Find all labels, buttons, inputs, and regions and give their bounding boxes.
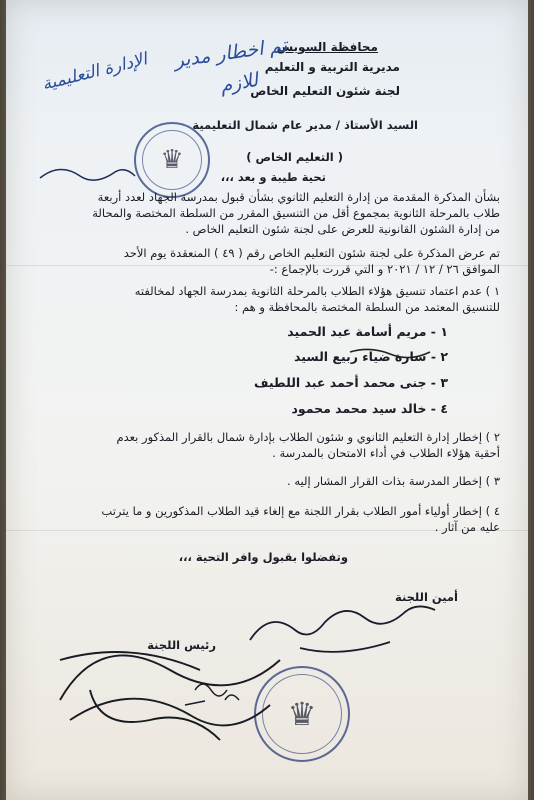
decision1-line1: ١ ) عدم اعتماد تنسيق هؤلاء الطلاب بالمرحلة الثانوية بمدرسة الجهاد لمخالفته [134, 284, 500, 298]
secretary-signature [250, 606, 435, 651]
para2-line2: الموافق ٢٦ / ١٢ / ٢٠٢١ و التي قررت بالإجماع :- [269, 262, 500, 276]
handwritten-note-line2: للازم [218, 68, 260, 98]
eagle-emblem-icon: ♛ [287, 695, 317, 733]
closing-line: وتفضلوا بقبول وافر التحية ،،، [178, 550, 348, 564]
handwritten-note-line3: الإدارة التعليمية [39, 49, 149, 95]
governorate-header: محافظة السويس [276, 40, 378, 54]
decision4-line1: ٤ ) إخطار أولياء أمور الطلاب بقرار اللجنة مع إلغاء قيد الطلاب المذكورين و ما يترتب [101, 504, 500, 518]
para1-line3: من إدارة الشئون القانونية للعرض على لجنة شئون التعليم الخاص . [185, 222, 500, 236]
para1-line2: طلاب بالمرحلة الثانوية بمجموع أقل من التنسيق المقرر من السلطة المختصة والمحالة [92, 206, 500, 220]
student-item-4: ٤ - خالد سيد محمد محمود [291, 401, 448, 416]
chair-signature [60, 652, 280, 740]
decision2-line1: ٢ ) إخطار إدارة التعليم الثانوي و شئون الطلاب بإدارة شمال بالقرار المذكور بعدم [116, 430, 500, 444]
para1-line1: بشأن المذكرة المقدمة من إدارة التعليم الثانوي بشأن قبول بمدرسة الجهاد لعدد أربعة [97, 190, 500, 204]
student-item-3: ٣ - جنى محمد أحمد عبد اللطيف [253, 375, 448, 390]
chair-label: رئيس اللجنة [147, 638, 216, 652]
student-item-2: ٢ - سارة ضياء ربيع السيد [294, 349, 448, 364]
directorate-header: مديرية التربية و التعليم [264, 60, 400, 74]
scribble-mark [40, 169, 135, 180]
student-item-1: ١ - مريم أسامة عبد الحميد [287, 324, 448, 339]
strike-through-mark [350, 349, 430, 357]
chair-signature-date [185, 684, 239, 705]
decision2-line2: أحقية هؤلاء الطلاب في أداء الامتحان بالمدرسة . [272, 446, 500, 460]
para2-line1: تم عرض المذكرة على لجنة شئون التعليم الخاص رقم ( ٤٩ ) المنعقدة يوم الأحد [123, 246, 500, 260]
committee-header: لجنة شئون التعليم الخاص [250, 84, 400, 98]
eagle-emblem-icon: ♛ [160, 145, 184, 175]
secretary-label: أمين اللجنة [394, 590, 458, 604]
handwritten-note-line1: تم اخطار مدير [173, 34, 289, 72]
addressee-line: السيد الأستاذ / مدير عام شمال التعليمية [192, 118, 418, 132]
decision1-line2: للتنسيق المعتمد من السلطة المختصة بالمحافظة و هم : [234, 300, 500, 314]
greeting-line: تحية طيبة و بعد ،،، [220, 170, 326, 184]
decision4-line2: عليه من آثار . [434, 520, 500, 534]
decision3-line: ٣ ) إخطار المدرسة بذات القرار المشار إليه . [287, 474, 500, 488]
subject-line: ( التعليم الخاص ) [246, 150, 343, 164]
